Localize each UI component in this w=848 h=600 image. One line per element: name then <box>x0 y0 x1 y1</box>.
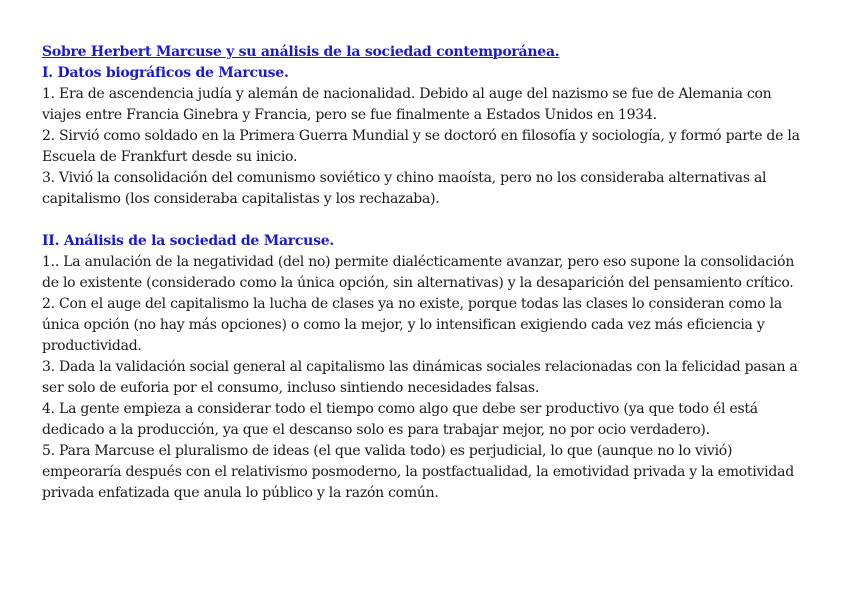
paragraph-analysis-5: 5. Para Marcuse el pluralismo de ideas (el que valida todo) es perjudicial, lo que (aunque no lo vivió) empeoraría después con el relativismo posmoderno, la postfactualidad, la emotividad privada y la emotividad privada enfatizada que anula lo público y la razón común. <box>42 443 794 501</box>
section-heading-biography: I. Datos biográficos de Marcuse. <box>42 65 289 81</box>
paragraph-bio-2: 2. Sirvió como soldado en la Primera Guerra Mundial y se doctoró en filosofía y sociología, y formó parte de la Escuela de Frankfurt desde su inicio. <box>42 128 800 165</box>
section-heading-analysis: II. Análisis de la sociedad de Marcuse. <box>42 233 335 249</box>
paragraph-analysis-3: 3. Dada la validación social general al capitalismo las dinámicas sociales relacionadas con la felicidad pasan a ser solo de euforia por el consumo, incluso sintiendo necesidades falsas. <box>42 359 798 396</box>
paragraph-bio-1: 1. Era de ascendencia judía y alemán de nacionalidad. Debido al auge del nazismo se fue de Alemania con viajes entre Francia Ginebra y Francia, pero se fue finalmente a Estados Unidos en 1934. <box>42 86 772 123</box>
paragraph-bio-3: 3. Vivió la consolidación del comunismo soviético y chino maoísta, pero no los consideraba alternativas al capitalismo (los consideraba capitalistas y los rechazaba). <box>42 170 767 207</box>
paragraph-analysis-4: 4. La gente empieza a considerar todo el tiempo como algo que debe ser productivo (ya que todo él está dedicado a la producción, ya que el descanso solo es para trabajar mejor, no por ocio verdadero). <box>42 401 758 438</box>
paragraph-analysis-1: 1.. La anulación de la negatividad (del no) permite dialécticamente avanzar, pero eso supone la consolidación de lo existente (considerado como la única opción, sin alternativas) y la desaparición del pensamiento crítico. <box>42 254 795 291</box>
section-spacer <box>42 210 812 231</box>
paragraph-analysis-2: 2. Con el auge del capitalismo la lucha de clases ya no existe, porque todas las clases lo consideran como la única opción (no hay más opciones) o como la mejor, y lo intensifican exigiendo cada vez más eficiencia y productividad. <box>42 296 782 354</box>
document-page <box>42 42 812 504</box>
document-title[interactable]: Sobre Herbert Marcuse y su análisis de la sociedad contemporánea. <box>42 44 560 60</box>
